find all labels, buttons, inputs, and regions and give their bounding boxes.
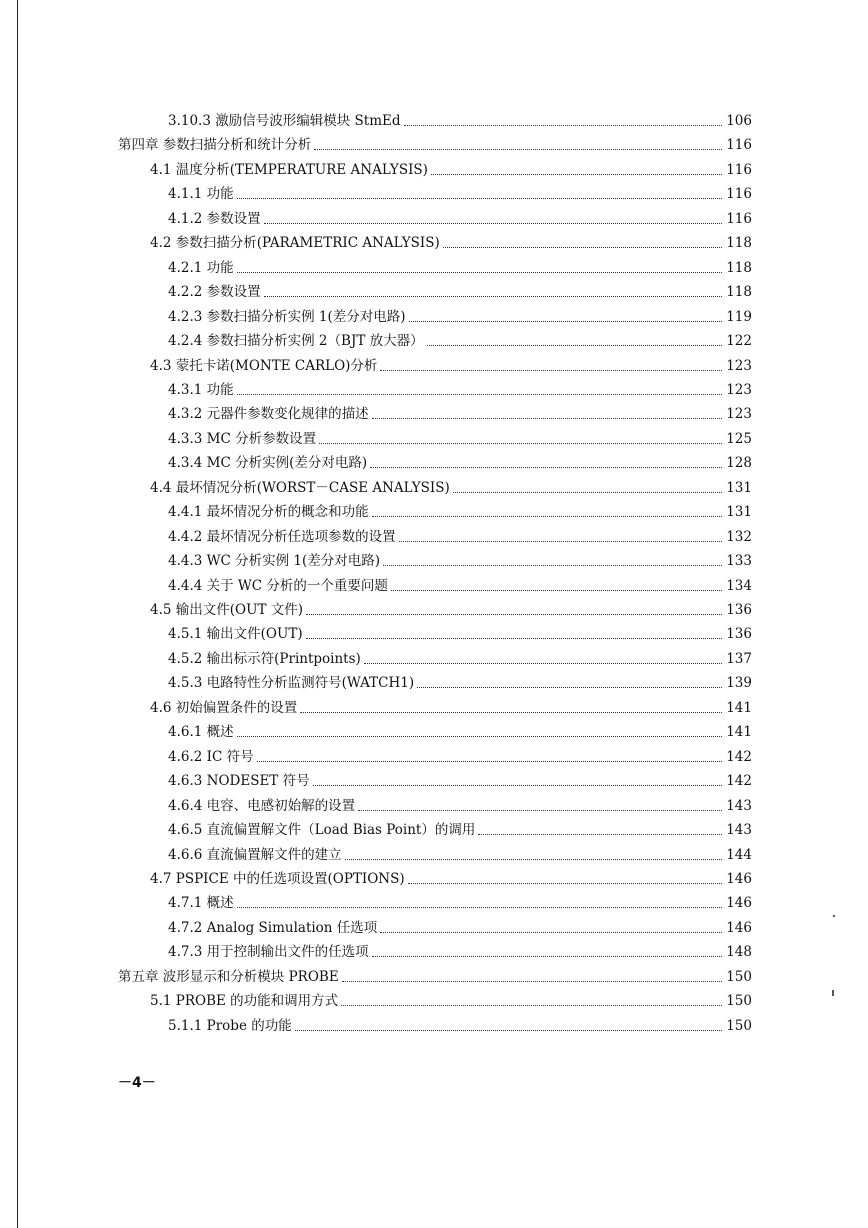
toc-entry-page: 128: [726, 455, 752, 472]
page-margin-line: [17, 0, 18, 1228]
toc-entry-page: 143: [726, 822, 752, 839]
toc-entry-page: 131: [726, 479, 752, 496]
toc-entry: [168, 1013, 752, 1035]
toc-dot-leader: [408, 883, 722, 884]
toc-entry-title: 4.6.5 直流偏置解文件（Load Bias Point）的调用: [168, 822, 476, 839]
toc-dot-leader: [237, 736, 722, 737]
toc-entry: [168, 255, 752, 277]
toc-dot-leader: [306, 638, 722, 639]
toc-entry-page: 144: [726, 846, 752, 863]
toc-entry-title: 4.6.1 概述: [168, 724, 234, 741]
toc-entry-title: 4.2.1 功能: [168, 259, 234, 276]
toc-entry-page: 123: [726, 357, 752, 374]
toc-entry-page: 116: [726, 137, 752, 154]
toc-entry-page: 148: [726, 944, 752, 961]
toc-dot-leader: [372, 956, 722, 957]
toc-entry-page: 142: [726, 773, 752, 790]
toc-entry-title: 4.7.1 概述: [168, 895, 234, 912]
toc-dot-leader: [264, 223, 722, 224]
toc-entry-title: 4.6.3 NODESET 符号: [168, 773, 310, 790]
toc-dot-leader: [391, 590, 722, 591]
toc-entry: [150, 695, 752, 717]
toc-entry-title: 第四章 参数扫描分析和统计分析: [118, 137, 312, 154]
toc-entry-title: 4.4.3 WC 分析实例 1(差分对电路): [168, 553, 381, 570]
toc-entry-title: 5.1.1 Probe 的功能: [168, 1017, 292, 1034]
toc-entry-page: 118: [726, 259, 752, 276]
toc-dot-leader: [383, 565, 722, 566]
toc-dot-leader: [264, 296, 722, 297]
toc-dot-leader: [314, 149, 722, 150]
toc-entry-page: 143: [726, 797, 752, 814]
toc-dot-leader: [345, 859, 722, 860]
toc-entry: [168, 939, 752, 961]
toc-entry: [168, 206, 752, 228]
toc-entry-title: 4.4.4 关于 WC 分析的一个重要问题: [168, 577, 388, 594]
toc-entry-page: 150: [726, 1017, 752, 1034]
toc-entry-page: 141: [726, 724, 752, 741]
toc-entry-title: 4.1.2 参数设置: [168, 210, 261, 227]
toc-entry: [168, 719, 752, 741]
toc-dot-leader: [257, 761, 722, 762]
toc-entry-title: 4.3.3 MC 分析参数设置: [168, 430, 317, 447]
toc-dot-leader: [295, 1030, 722, 1031]
toc-entry-page: 146: [726, 870, 752, 887]
toc-entry-page: 136: [726, 626, 752, 643]
toc-entry-page: 125: [726, 430, 752, 447]
toc-entry-page: 123: [726, 406, 752, 423]
toc-entry-title: 4.1 温度分析(TEMPERATURE ANALYSIS): [150, 161, 428, 178]
toc-entry-title: 4.1.1 功能: [168, 186, 234, 203]
scan-speck: [832, 990, 834, 996]
toc-entry-title: 4.6 初始偏置条件的设置: [150, 699, 298, 716]
toc-entry-page: 146: [726, 919, 752, 936]
toc-entry: [168, 890, 752, 912]
toc-entry-page: 150: [726, 968, 752, 985]
toc-dot-leader: [372, 516, 722, 517]
toc-entry: [118, 132, 752, 154]
toc-entry: [150, 157, 752, 179]
toc-entry: [168, 768, 752, 790]
toc-entry-title: 4.6.6 直流偏置解文件的建立: [168, 846, 342, 863]
toc-entry-page: 116: [726, 186, 752, 203]
toc-entry-title: 4.2 参数扫描分析(PARAMETRIC ANALYSIS): [150, 235, 440, 252]
toc-entry-title: 4.3 蒙托卡诺(MONTE CARLO)分析: [150, 357, 378, 374]
toc-entry-page: 116: [726, 161, 752, 178]
toc-dot-leader: [341, 1005, 722, 1006]
toc-entry-title: 4.2.3 参数扫描分析实例 1(差分对电路): [168, 308, 406, 325]
toc-entry: [118, 964, 752, 986]
toc-dot-leader: [417, 687, 722, 688]
toc-dot-leader: [380, 370, 722, 371]
toc-entry: [168, 621, 752, 643]
toc-dot-leader: [300, 712, 722, 713]
toc-entry-page: 106: [726, 113, 752, 129]
toc-dot-leader: [237, 272, 722, 273]
toc-dot-leader: [237, 907, 722, 908]
toc-dot-leader: [237, 394, 722, 395]
footer-page-number: －4－: [118, 1075, 156, 1091]
toc-dot-leader: [313, 785, 722, 786]
toc-entry: [150, 988, 752, 1010]
toc-entry: [168, 548, 752, 570]
toc-entry-page: 123: [726, 381, 752, 398]
toc-entry: [168, 744, 752, 766]
toc-entry-page: 131: [726, 504, 752, 521]
toc-dot-leader: [319, 443, 722, 444]
toc-entry: [150, 597, 752, 619]
toc-entry: [168, 524, 752, 546]
toc-dot-leader: [358, 810, 722, 811]
toc-dot-leader: [453, 492, 722, 493]
toc-entry-page: 142: [726, 748, 752, 765]
scan-speck: [833, 915, 835, 917]
toc-entry-page: 137: [726, 650, 752, 667]
toc-dot-leader: [478, 834, 722, 835]
toc-entry-title: 5.1 PROBE 的功能和调用方式: [150, 993, 339, 1010]
toc-entry-title: 4.7.2 Analog Simulation 任选项: [168, 919, 378, 936]
toc-entry: [168, 108, 752, 130]
toc-dot-leader: [431, 174, 722, 175]
toc-entry-page: 132: [726, 528, 752, 545]
toc-entry-title: 4.3.4 MC 分析实例(差分对电路): [168, 455, 368, 472]
toc-entry-title: 4.6.4 电容、电感初始解的设置: [168, 797, 356, 814]
toc-entry: [168, 499, 752, 521]
toc-dot-leader: [372, 418, 722, 419]
toc-entry-page: 146: [726, 895, 752, 912]
toc-entry-title: 4.5.3 电路特性分析监测符号(WATCH1): [168, 675, 415, 692]
toc-entry: [168, 181, 752, 203]
toc-entry-title: 4.4.1 最坏情况分析的概念和功能: [168, 504, 369, 521]
toc-entry-title: 4.4 最坏情况分析(WORST－CASE ANALYSIS): [150, 479, 450, 496]
toc-entry: [168, 573, 752, 595]
toc-entry: [168, 450, 752, 472]
toc-entry-page: 118: [726, 284, 752, 301]
toc-entry: [168, 646, 752, 668]
toc-entry-page: 134: [726, 577, 752, 594]
toc-dot-leader: [364, 663, 722, 664]
toc-entry: [150, 866, 752, 888]
toc-dot-leader: [370, 467, 722, 468]
toc-entry-title: 4.2.2 参数设置: [168, 284, 261, 301]
toc-entry: [168, 401, 752, 423]
toc-entry-page: 141: [726, 699, 752, 716]
toc-entry-title: 4.4.2 最坏情况分析任选项参数的设置: [168, 528, 396, 545]
toc-entry-page: 118: [726, 235, 752, 252]
toc-dot-leader: [399, 541, 722, 542]
toc-entry-page: 116: [726, 210, 752, 227]
toc-entry: [168, 304, 752, 326]
toc-dot-leader: [443, 247, 722, 248]
toc-dot-leader: [342, 981, 722, 982]
toc-entry-title: 4.5 输出文件(OUT 文件): [150, 602, 304, 618]
toc-entry: [168, 793, 752, 815]
toc-entry-title: 4.7.3 用于控制输出文件的任选项: [168, 944, 369, 961]
toc-dot-leader: [380, 932, 722, 933]
toc-entry-title: 4.2.4 参数扫描分析实例 2（BJT 放大器）: [168, 333, 424, 350]
toc-entry: [150, 230, 752, 252]
toc-entry-title: 4.5.1 输出文件(OUT): [168, 626, 303, 643]
toc-entry-title: 4.6.2 IC 符号: [168, 748, 254, 765]
toc-entry-page: 119: [726, 308, 752, 325]
toc-entry: [168, 817, 752, 839]
toc-entry: [150, 475, 752, 497]
toc-entry-title: 4.7 PSPICE 中的任选项设置(OPTIONS): [150, 870, 405, 887]
toc-entry-page: 136: [726, 602, 752, 618]
toc-entry-title: 4.3.1 功能: [168, 381, 234, 398]
toc-entry: [168, 377, 752, 399]
toc-entry: [168, 842, 752, 864]
toc-entry: [168, 328, 752, 350]
toc-dot-leader: [404, 125, 723, 126]
toc-entry-page: 139: [726, 675, 752, 692]
toc-entry-page: 150: [726, 993, 752, 1010]
toc-dot-leader: [427, 345, 722, 346]
toc-entry-page: 122: [726, 333, 752, 350]
toc-entry-title: 3.10.3 激励信号波形编辑模块 StmEd: [168, 113, 401, 129]
toc-entry: [168, 915, 752, 937]
toc-entry-title: 4.3.2 元器件参数变化规律的描述: [168, 406, 369, 423]
toc-entry: [168, 670, 752, 692]
toc-entry-title: 第五章 波形显示和分析模块 PROBE: [118, 968, 339, 985]
toc-entry: [150, 353, 752, 375]
toc-dot-leader: [237, 198, 722, 199]
toc-entry-title: 4.5.2 输出标示符(Printpoints): [168, 650, 361, 667]
toc-entry: [168, 426, 752, 448]
toc-dot-leader: [409, 321, 722, 322]
toc-entry-page: 133: [726, 553, 752, 570]
toc-dot-leader: [306, 614, 722, 615]
toc-entry: [168, 279, 752, 301]
